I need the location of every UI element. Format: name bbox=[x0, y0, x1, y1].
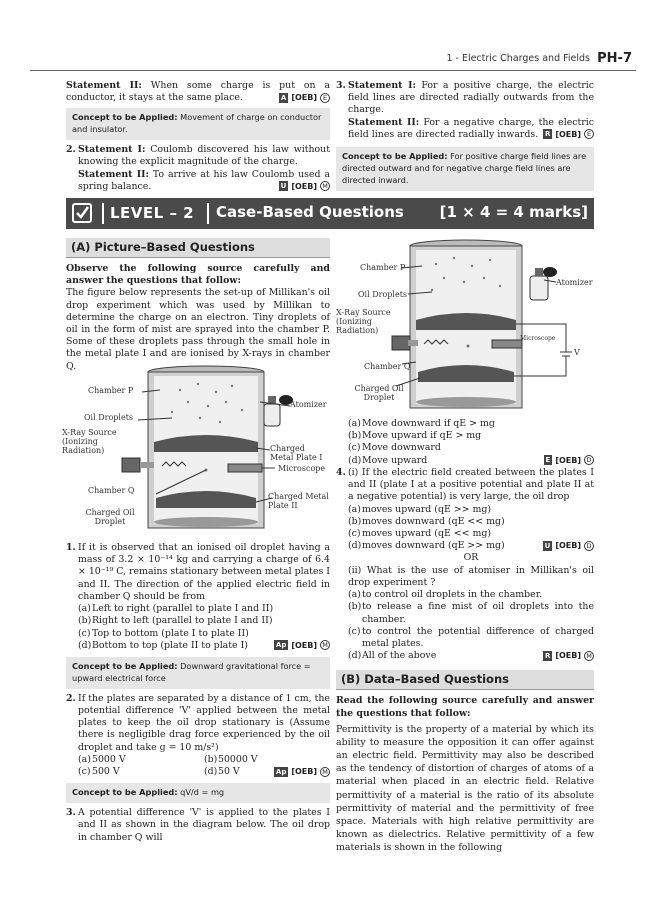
label-oil-droplets: Oil Droplets bbox=[84, 413, 134, 422]
label-voltage: V bbox=[574, 348, 580, 357]
label-charged-oil: Charged Oil Droplet bbox=[354, 384, 404, 403]
tag-badge: U bbox=[544, 541, 551, 550]
oeb-label: [OEB] bbox=[555, 129, 582, 139]
q3-options: (a) Move downward if qE > mg (b) Move upward if qE > mg (c) Move downward (d) Move upward E [OEB] D bbox=[336, 418, 594, 467]
millikan-diagram-2 bbox=[336, 236, 594, 412]
banner-marks: [1 × 4 = 4 marks] bbox=[439, 203, 588, 221]
label-atomizer: Atomizer bbox=[556, 278, 593, 287]
label-plate-2: Charged Metal Plate II bbox=[268, 492, 329, 511]
tag-badge: Ap bbox=[275, 767, 287, 776]
level-badge: M bbox=[320, 767, 330, 777]
level-badge: M bbox=[584, 651, 594, 661]
oeb-label: [OEB] bbox=[291, 181, 318, 191]
instruction: Observe the following source carefully and answer the questions that follow: bbox=[66, 262, 330, 287]
right-questions bbox=[336, 418, 594, 854]
label-charged-oil: Charged Oil Droplet bbox=[85, 508, 135, 527]
section-heading: (A) Picture–Based Questions bbox=[66, 238, 330, 258]
millikan-diagram-1 bbox=[60, 362, 332, 534]
level-badge: D bbox=[584, 541, 594, 551]
level-badge: E bbox=[320, 93, 330, 103]
passage: Permittivity is the property of a material by which its ability to measure the opposition it can offer against an electric field. Permittivity may also be described as the tendency of distortion of charges of atoms of a material when placed in an electric field. Relative permittivity of a material is the ratio of its absolute permittivity of material and the permittivity of free space. Materials with high relative permittivity are known as dielectrics. Relative permittivity of a few materials is shown in the following bbox=[336, 723, 594, 854]
label-atomizer: Atomizer bbox=[290, 400, 327, 409]
tag-badge: U bbox=[280, 182, 287, 191]
top-left-block bbox=[66, 80, 330, 193]
checkbox-icon bbox=[72, 203, 92, 223]
question-1: 1. If it is observed that an ionised oil droplet having a mass of 3.2 × 10⁻¹⁴ kg and carrying a charge of 6.4 × 10⁻¹⁹ C, remains stationary between metal plates I and II. The direction of the applied electric field in chamber Q should be from (a) Left to right (parallel to plate I and II) (b) Right to left (parallel to plate I and II) (c) Top to bottom (plate I to plate II) (d) Bottom to top (plate II to plate I) Ap [OEB] M bbox=[66, 542, 330, 651]
oeb-label: [OEB] bbox=[291, 767, 318, 777]
label-microscope: Microscope bbox=[278, 464, 326, 473]
banner-divider bbox=[207, 203, 209, 224]
banner-divider bbox=[102, 203, 104, 224]
left-questions bbox=[66, 542, 330, 844]
level-title: LEVEL – 2 bbox=[110, 204, 195, 222]
section-a bbox=[66, 238, 330, 373]
label-chamber-p: Chamber P bbox=[88, 386, 134, 395]
oeb-label: [OEB] bbox=[555, 651, 582, 661]
question-2b: 2. If the plates are separated by a distance of 1 cm, the potential difference 'V' applied between the metal plates to keep the oil drop stationary is (Assume there is negligible drag force experienced by the oil droplet and take g = 10 m/s²) (a) 5000 V (b) 50000 V (c) 500 V (d) 50 V Ap [OEB] M bbox=[66, 692, 330, 778]
label-xray-source: X-Ray Source (Ionizing Radiation) bbox=[336, 308, 391, 336]
tag-badge: Ap bbox=[275, 641, 287, 650]
level-banner bbox=[66, 198, 594, 229]
tag-badge: R bbox=[544, 651, 551, 660]
level-badge: M bbox=[320, 181, 330, 191]
question-4: 4. (i) If the electric field created between the plates I and II (plate I at a positive potential and plate II at a negative potential) is very large, the oil drop (a) moves upward (qE >> mg) (b) moves downward (qE << mg) (c) moves upward (qE << mg) (d) moves downward (qE >> mg) U [OEB] D OR (ii) What is the use of atomiser in Millikan's oil drop experiment ? (a) to control oil droplets in the chamber. (b) to release a fine mist of oil droplets into the chamber. (c) to control the potential difference of charged metal plates. (d) All of the above R [OEB] M bbox=[336, 466, 594, 662]
concept-box: Concept to be Applied: For positive charge field lines are directed outward and for negative charge field lines are directed inward. bbox=[336, 147, 594, 191]
question-2: 2. Statement I: Coulomb discovered his law without knowing the explicit magnitude of the charge. Statement II: To arrive at his law Coulomb used a spring balance. U [OEB] M bbox=[66, 144, 331, 192]
oeb-label: [OEB] bbox=[555, 541, 582, 551]
level-badge: E bbox=[584, 129, 594, 139]
oeb-label: [OEB] bbox=[291, 640, 318, 650]
or-divider: OR bbox=[463, 552, 479, 564]
label-xray-source: X-Ray Source (Ionizing Radiation) bbox=[62, 428, 117, 456]
statement-2-text: Statement II: When some charge is put on a conductor, it stays at the same place. A [OEB] E bbox=[66, 80, 331, 104]
label-chamber-p: Chamber P bbox=[360, 263, 406, 272]
header-rule bbox=[30, 70, 636, 71]
instruction: Read the following source carefully and answer the questions that follow: bbox=[336, 695, 594, 719]
section-heading: (B) Data–Based Questions bbox=[336, 670, 594, 690]
label-chamber-q: Chamber Q bbox=[364, 362, 411, 371]
label-chamber-q: Chamber Q bbox=[88, 486, 135, 495]
level-badge: D bbox=[584, 455, 594, 465]
label-microscope: Microscope bbox=[520, 335, 556, 342]
chapter-header: 1 - Electric Charges and Fields bbox=[446, 53, 590, 64]
tag-badge: A bbox=[280, 93, 287, 102]
level-badge: M bbox=[320, 640, 330, 650]
question-3b: 3. A potential difference 'V' is applied to the plates I and II as shown in the diagram below. The oil drop in chamber Q will bbox=[66, 807, 330, 843]
oeb-label: [OEB] bbox=[291, 93, 318, 103]
concept-box: Concept to be Applied: Downward gravitational force = upward electrical force bbox=[66, 657, 330, 689]
top-right-block bbox=[336, 80, 594, 191]
question-3: 3. Statement I: For a positive charge, the electric field lines are directed radially outwards from the charge. Statement II: For a negative charge, the electric field lines are directed radially inwards. R [OEB] E bbox=[336, 80, 594, 140]
banner-title: Case-Based Questions bbox=[216, 203, 404, 221]
concept-box: Concept to be Applied: qV/d = mg bbox=[66, 783, 330, 803]
tag-badge: R bbox=[544, 130, 551, 139]
oeb-label: [OEB] bbox=[555, 455, 582, 465]
label-oil-droplets: Oil Droplets bbox=[358, 290, 408, 299]
page-number: PH-7 bbox=[597, 51, 632, 66]
difficulty-tags bbox=[279, 92, 330, 104]
concept-box: Concept to be Applied: Movement of charge on conductor and insulator. bbox=[66, 108, 330, 140]
passage: The figure below represents the set-up of Millikan's oil drop experiment which was used by Millikan to determine the charge on an electron. Tiny droplets of oil in the form of mist are sprayed into the chamber P. Some of these droplets pass through the small hole in the metal plate I and are ionised by X-rays in chamber Q. bbox=[66, 287, 330, 372]
tag-badge: E bbox=[545, 456, 551, 465]
label-plate-1: Charged Metal Plate I bbox=[270, 444, 323, 463]
